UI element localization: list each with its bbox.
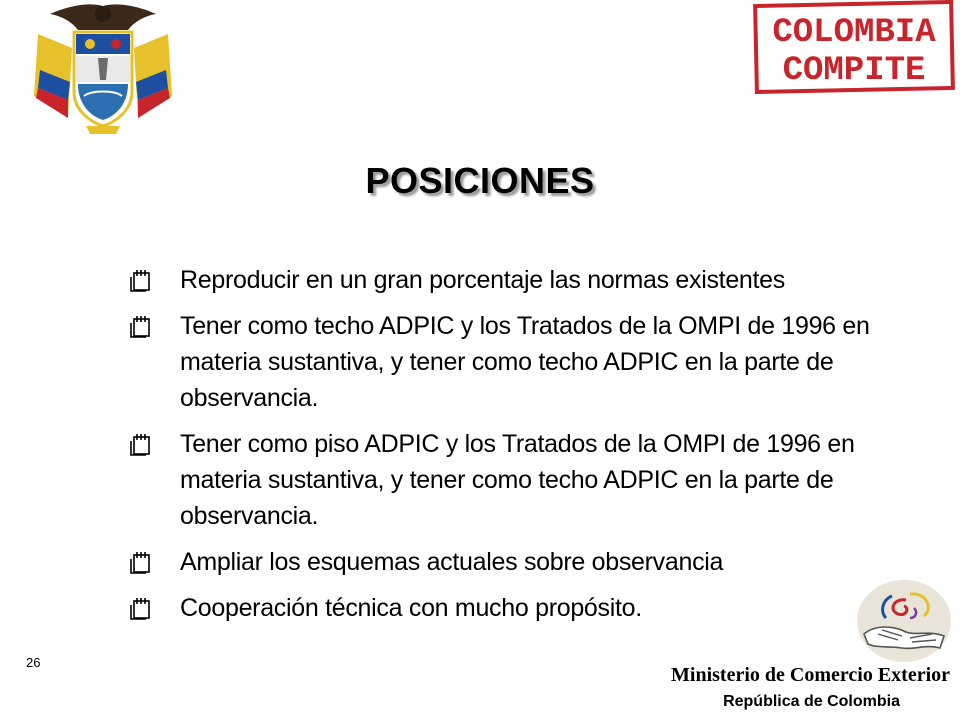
bullet-text: Reproducir en un gran porcentaje las normas existentes <box>180 266 785 294</box>
bullet-list <box>128 262 908 636</box>
list-item <box>128 590 908 626</box>
list-item <box>128 262 908 298</box>
stamp-line1: COLOMBIA <box>772 14 936 52</box>
list-item <box>128 308 908 416</box>
page-number: 26 <box>26 655 41 670</box>
republic-name: República de Colombia <box>723 693 900 710</box>
notepad-icon <box>128 262 180 298</box>
bullet-text: Ampliar los esquemas actuales sobre observancia <box>180 548 724 576</box>
list-item <box>128 426 908 534</box>
bullet-text: Tener como piso ADPIC y los Tratados de la OMPI de 1996 en materia sustantiva, y tener como techo ADPIC en la parte de observancia. <box>180 430 855 530</box>
coat-of-arms-logo <box>28 0 178 138</box>
hands-swirl-logo <box>854 578 954 664</box>
stamp-line2: COMPITE <box>782 52 926 90</box>
ministry-name: Ministerio de Comercio Exterior <box>671 664 950 686</box>
notepad-icon <box>128 308 180 344</box>
slide-title: POSICIONES <box>365 160 595 201</box>
notepad-icon <box>128 426 180 462</box>
notepad-icon <box>128 590 180 626</box>
bullet-text: Cooperación técnica con mucho propósito. <box>180 594 642 622</box>
colombia-compite-stamp <box>752 0 958 96</box>
bullet-text: Tener como techo ADPIC y los Tratados de la OMPI de 1996 en materia sustantiva, y tener como techo ADPIC en la parte de observancia. <box>180 312 870 412</box>
notepad-icon <box>128 544 180 580</box>
list-item <box>128 544 908 580</box>
